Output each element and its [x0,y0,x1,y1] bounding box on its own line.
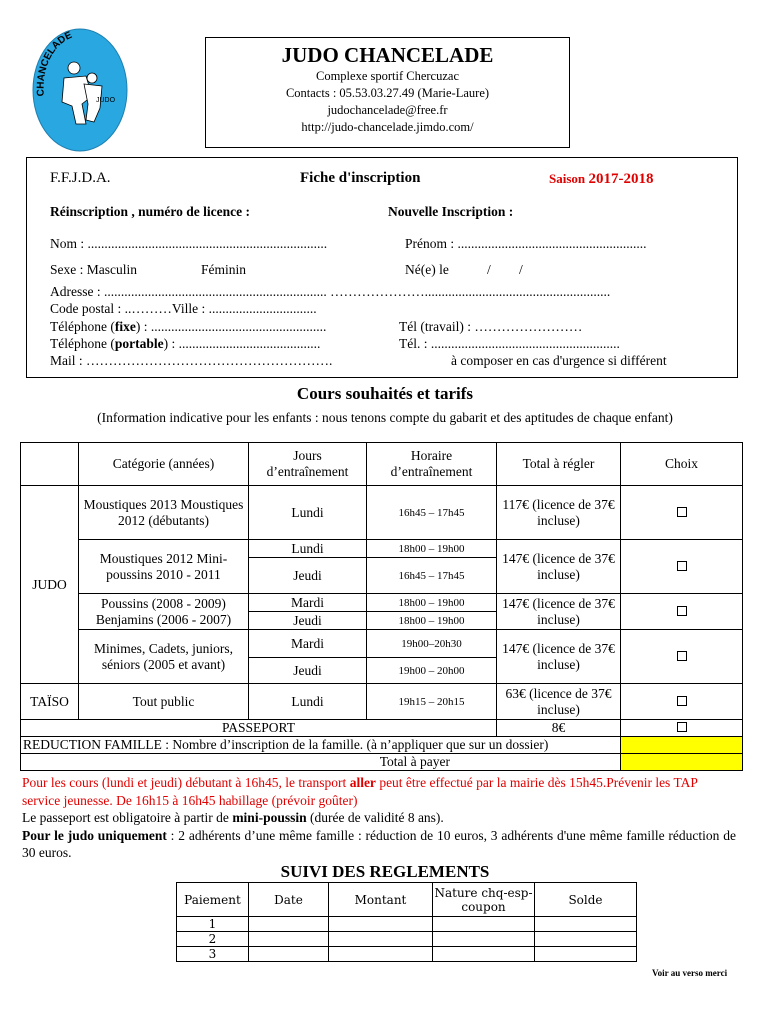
table-row: JUDO Moustiques 2013 Moustiques 2012 (débutants) Lundi 16h45 – 17h45 117€ (licence de 37€ incluse) [21,486,743,540]
checkbox-icon [677,696,687,706]
category-cell: Poussins (2008 - 2009) Benjamins (2006 - 2007) [79,594,249,630]
passeport-row: PASSEPORT 8€ [21,720,743,737]
tel-travail-field[interactable]: Tél (travail) : …………………… [399,319,583,334]
club-logo [30,26,130,154]
reduction-label: REDUCTION FAMILLE : Nombre d’inscription de la famille. (à n’appliquer que sur un dossier) [21,737,621,754]
col-header-total: Total à régler [497,443,621,486]
form-heading: Fiche d'inscription [300,170,421,186]
suivi-title: SUIVI DES REGLEMENTS [280,862,490,881]
judo-label: JUDO [21,486,79,684]
code-postal-field[interactable]: Code postal : ..………Ville : ................................ [50,301,317,316]
table-row: Poussins (2008 - 2009) Benjamins (2006 - 2007) Mardi 18h00 – 19h00 147€ (licence de 37€ incluse) [21,594,743,612]
table-row: Moustiques 2012 Mini-poussins 2010 - 2011 Lundi 18h00 – 19h00 147€ (licence de 37€ incluse) [21,540,743,558]
tarifs-table [20,442,743,771]
table-row: Jeudi 19h00 – 20h00 [21,658,743,684]
cours-title: Cours souhaités et tarifs [296,384,474,403]
choix-checkbox[interactable] [621,720,743,737]
choix-checkbox[interactable] [621,540,743,594]
checkbox-icon [677,561,687,571]
club-title: JUDO CHANCELADE [281,43,494,67]
reinscription-field[interactable]: Réinscription , numéro de licence : [50,204,250,219]
urgence-note: à composer en cas d'urgence si différent [451,353,667,368]
passeport-label: PASSEPORT [21,720,497,737]
suivi-header-row: Paiement Date Montant Nature chq-esp-coupon Solde [177,883,637,917]
birthdate-slash: / [519,262,523,277]
col-header-choix: Choix [621,443,743,486]
choix-checkbox[interactable] [621,486,743,540]
tel-fixe-field[interactable]: Téléphone (fixe) : .................................................... [50,319,327,334]
col-header-horaire: Horaire d’entraînement [367,443,497,486]
club-contact-box [205,37,570,148]
choix-checkbox[interactable] [621,684,743,720]
club-address: Complexe sportif Chercuzac [315,69,459,83]
mail-field[interactable]: Mail : ………………………………………………. [50,353,333,368]
table-row: 3 [177,947,637,962]
prenom-field[interactable]: Prénom : ........................................................ [405,236,647,251]
choix-checkbox[interactable] [621,594,743,630]
taiso-label: TAÏSO [21,684,79,720]
passeport-note: Le passeport est obligatoire à partir de mini-poussin (durée de validité 8 ans). [22,810,444,825]
table-row: Minimes, Cadets, juniors, séniors (2005 et avant) Mardi 19h00–20h30 147€ (licence de 37€ incluse) [21,630,743,658]
category-cell: Moustiques 2012 Mini-poussins 2010 - 2011 [79,540,249,594]
table-row: Jeudi 16h45 – 17h45 [21,558,743,594]
cours-subtitle: (Information indicative pour les enfants : nous tenons compte du gabarit et des aptitudes de chaque enfant) [97,410,673,425]
total-row [21,754,743,771]
table-row: TAÏSO Tout public Lundi 19h15 – 20h15 63€ (licence de 37€ incluse) [21,684,743,720]
birthdate-field[interactable]: Né(e) le [405,262,449,277]
season-label: Saison 2017-2018 [549,171,654,187]
notes-block [22,774,736,862]
adresse-field[interactable]: Adresse : .................................................................. …………………....................................................... [50,284,611,299]
family-reduction-note: Pour le judo uniquement : 2 adhérents d’une même famille : réduction de 10 euros, 3 adhérents d'une même famille réduction de 30 euros. [22,827,736,860]
club-website: http://judo-chancelade.jimdo.com/ [301,120,474,134]
birthdate-slash: / [487,262,491,277]
table-row: 1 [177,917,637,932]
ffjda-label: F.F.J.D.A. [50,170,111,186]
reduction-input[interactable] [621,737,743,754]
tel-portable-field[interactable]: Téléphone (portable) : .......................................... [50,336,321,351]
season-value: 2017-2018 [588,171,654,187]
table-header-row [21,443,743,486]
club-phone: Contacts : 05.53.03.27.49 (Marie-Laure) [285,86,490,100]
sexe-field[interactable]: Sexe : Masculin [50,262,137,277]
checkbox-icon [677,651,687,661]
checkbox-icon [677,722,687,732]
nom-field[interactable]: Nom : ....................................................................... [50,236,328,251]
col-header-jours: Jours d’entraînement [249,443,367,486]
col-header-categorie: Catégorie (années) [79,443,249,486]
category-cell: Moustiques 2013 Moustiques 2012 (débutants) [79,486,249,540]
checkbox-icon [677,606,687,616]
transport-note: Pour les cours (lundi et jeudi) débutant à 16h45, le transport aller peut être effectué par la mairie dès 15h45.Prévenir les TAP service jeunesse. De 16h15 à 16h45 habillage (prévoir goûter) [22,775,698,808]
tel-urgence-field[interactable]: Tél. : ........................................................ [399,336,620,351]
checkbox-icon [677,507,687,517]
verso-note: Voir au verso merci [652,968,728,978]
suivi-table [176,882,637,962]
total-label: Total à payer [21,754,621,771]
logo-judo-text: JUDO [96,97,116,104]
logo-ring-text: CHANCELADE [35,29,74,97]
table-row: 2 [177,932,637,947]
category-cell: Minimes, Cadets, juniors, séniors (2005 et avant) [79,630,249,684]
nouvelle-inscription-field[interactable]: Nouvelle Inscription : [388,204,514,219]
choix-checkbox[interactable] [621,630,743,684]
total-input[interactable] [621,754,743,771]
reduction-row [21,737,743,754]
club-email: judochancelade@free.fr [327,103,448,117]
table-row: Jeudi 18h00 – 19h00 [21,612,743,630]
sexe-feminin-option[interactable]: Féminin [201,262,247,277]
